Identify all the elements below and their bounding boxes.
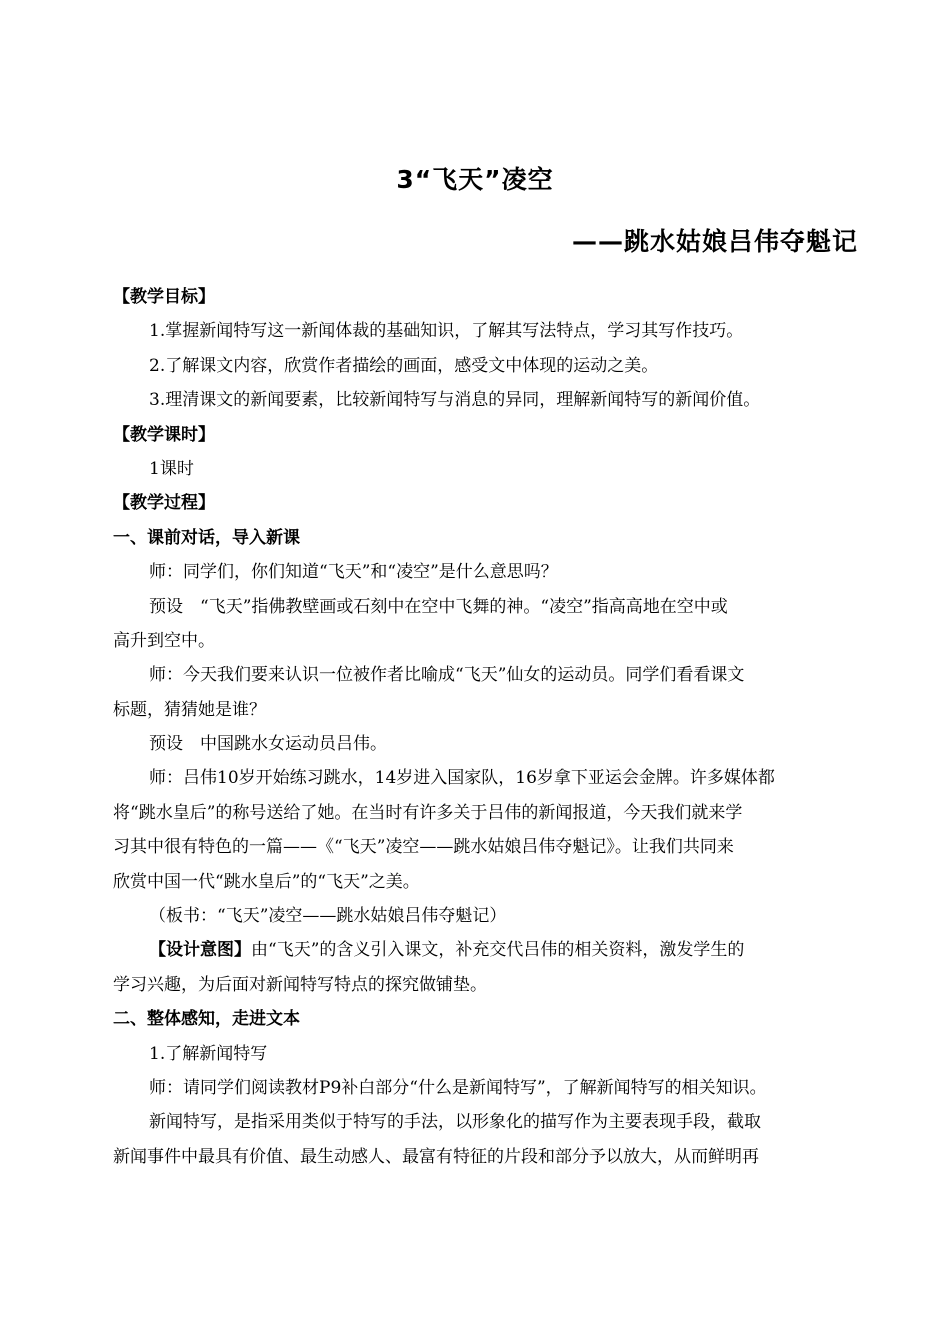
section-heading-goals: 【教学目标】 xyxy=(113,287,215,307)
paragraph-continuation: 新闻事件中最具有价值、最生动感人、最富有特征的片段和部分予以放大，从而鲜明再 xyxy=(113,1146,759,1167)
part-heading-1: 一、课前对话，导入新课 xyxy=(113,527,300,548)
paragraph-continuation: 学习兴趣，为后面对新闻特写特点的探究做铺垫。 xyxy=(113,974,487,995)
paragraph-continuation: 高升到空中。 xyxy=(113,630,215,651)
goal-item-1: 1.掌握新闻特写这一新闻体裁的基础知识，了解其写法特点，学习其写作技巧。 xyxy=(149,321,744,342)
part-heading-2: 二、整体感知，走进文本 xyxy=(113,1009,300,1030)
page-subtitle: ——跳水姑娘吕伟夺魁记 xyxy=(571,227,858,256)
sub-item-1: 1.了解新闻特写 xyxy=(149,1043,268,1064)
section-heading-process: 【教学过程】 xyxy=(113,493,215,514)
design-intent xyxy=(113,933,843,967)
paragraph: 预设 “飞天”指佛教壁画或石刻中在空中飞舞的神。“凌空”指高高地在空中或 xyxy=(149,596,728,617)
hours-text: 1课时 xyxy=(149,458,194,479)
paragraph-continuation: 将“跳水皇后”的称号送给了她。在当时有许多关于吕伟的新闻报道，今天我们就来学 xyxy=(113,802,743,823)
section-heading-hours: 【教学课时】 xyxy=(113,424,215,445)
paragraph: 预设 中国跳水女运动员吕伟。 xyxy=(149,734,387,755)
paragraph-continuation: 标题，猜猜她是谁？ xyxy=(113,699,266,720)
page-title: 3“飞天”凌空 xyxy=(396,165,554,194)
goal-item-3: 3.理清课文的新闻要素，比较新闻特写与消息的异同，理解新闻特写的新闻价值。 xyxy=(149,390,761,411)
goal-item-2: 2.了解课文内容，欣赏作者描绘的画面，感受文中体现的运动之美。 xyxy=(149,355,659,376)
paragraph: 师：请同学们阅读教材P9补白部分“什么是新闻特写”，了解新闻特写的相关知识。 xyxy=(149,1077,767,1098)
paragraph: 师：吕伟10岁开始练习跳水，14岁进入国家队，16岁拿下亚运会金牌。许多媒体都 xyxy=(149,768,775,789)
paragraph: 新闻特写，是指采用类似于特写的手法，以形象化的描写作为主要表现手段，截取 xyxy=(149,1112,761,1133)
paragraph-continuation: 习其中很有特色的一篇——《“飞天”凌空——跳水姑娘吕伟夺魁记》。让我们共同来 xyxy=(113,837,734,858)
paragraph-continuation: 欣赏中国一代“跳水皇后”的“飞天”之美。 xyxy=(113,871,420,892)
design-intent-text: 由“飞天”的含义引入课文，补充交代吕伟的相关资料，激发学生的 xyxy=(251,940,745,961)
document-body xyxy=(113,280,843,1174)
board-note: （板书：“飞天”凌空——跳水姑娘吕伟夺魁记） xyxy=(149,906,507,927)
paragraph: 师：今天我们要来认识一位被作者比喻成“飞天”仙女的运动员。同学们看看课文 xyxy=(149,665,745,686)
paragraph: 师：同学们，你们知道“飞天”和“凌空”是什么意思吗？ xyxy=(149,562,558,583)
design-intent-label: 【设计意图】 xyxy=(149,940,251,961)
